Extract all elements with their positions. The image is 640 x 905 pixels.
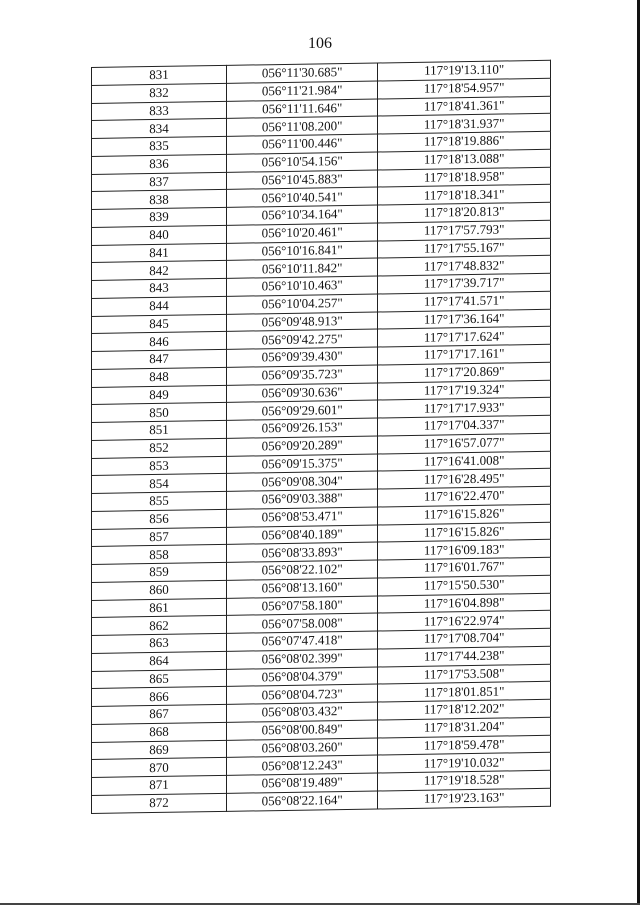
point-number-cell: 861 — [92, 598, 227, 618]
point-number-cell: 839 — [92, 207, 227, 227]
longitude-cell: 117°18'54.957" — [378, 78, 551, 98]
latitude-cell: 056°11'11.646" — [227, 98, 378, 118]
latitude-cell: 056°07'58.180" — [227, 595, 378, 615]
longitude-cell: 117°19'18.528" — [378, 770, 551, 790]
longitude-cell: 117°17'57.793" — [378, 220, 551, 240]
longitude-cell: 117°17'17.624" — [378, 327, 551, 347]
point-number-cell: 843 — [92, 278, 227, 298]
point-number-cell: 852 — [92, 438, 227, 458]
longitude-cell: 117°18'59.478" — [378, 735, 551, 755]
latitude-cell: 056°10'45.883" — [227, 169, 378, 189]
latitude-cell: 056°08'03.432" — [227, 702, 378, 722]
latitude-cell: 056°08'00.849" — [227, 720, 378, 740]
longitude-cell: 117°18'41.361" — [378, 96, 551, 116]
point-number-cell: 870 — [92, 758, 227, 778]
point-number-cell: 848 — [92, 367, 227, 387]
latitude-cell: 056°08'04.723" — [227, 684, 378, 704]
latitude-cell: 056°09'03.388" — [227, 489, 378, 509]
point-number-cell: 844 — [92, 296, 227, 316]
coordinates-table — [91, 60, 551, 814]
longitude-cell: 117°16'01.767" — [378, 557, 551, 577]
point-number-cell: 858 — [92, 545, 227, 565]
latitude-cell: 056°08'12.243" — [227, 755, 378, 775]
longitude-cell: 117°16'22.974" — [378, 611, 551, 631]
longitude-cell: 117°17'55.167" — [378, 238, 551, 258]
point-number-cell: 865 — [92, 669, 227, 689]
point-number-cell: 869 — [92, 740, 227, 760]
point-number-cell: 853 — [92, 456, 227, 476]
latitude-cell: 056°10'10.463" — [227, 276, 378, 296]
latitude-cell: 056°10'34.164" — [227, 205, 378, 225]
latitude-cell: 056°08'13.160" — [227, 578, 378, 598]
longitude-cell: 117°18'19.886" — [378, 131, 551, 151]
point-number-cell: 831 — [92, 65, 227, 85]
coordinates-table-body — [92, 60, 551, 813]
point-number-cell: 846 — [92, 332, 227, 352]
longitude-cell: 117°15'50.530" — [378, 575, 551, 595]
latitude-cell: 056°08'19.489" — [227, 773, 378, 793]
point-number-cell: 855 — [92, 491, 227, 511]
latitude-cell: 056°08'40.189" — [227, 524, 378, 544]
point-number-cell: 845 — [92, 314, 227, 334]
latitude-cell: 056°09'48.913" — [227, 311, 378, 331]
latitude-cell: 056°10'04.257" — [227, 294, 378, 314]
point-number-cell: 864 — [92, 651, 227, 671]
point-number-cell: 868 — [92, 722, 227, 742]
point-number-cell: 872 — [92, 793, 227, 813]
point-number-cell: 851 — [92, 420, 227, 440]
longitude-cell: 117°17'19.324" — [378, 380, 551, 400]
latitude-cell: 056°07'58.008" — [227, 613, 378, 633]
latitude-cell: 056°09'20.289" — [227, 436, 378, 456]
longitude-cell: 117°19'13.110" — [378, 60, 551, 80]
longitude-cell: 117°16'15.826" — [378, 504, 551, 524]
latitude-cell: 056°09'30.636" — [227, 382, 378, 402]
point-number-cell: 840 — [92, 225, 227, 245]
longitude-cell: 117°17'48.832" — [378, 256, 551, 276]
longitude-cell: 117°18'12.202" — [378, 699, 551, 719]
longitude-cell: 117°17'17.161" — [378, 344, 551, 364]
longitude-cell: 117°16'09.183" — [378, 540, 551, 560]
longitude-cell: 117°16'15.826" — [378, 522, 551, 542]
page-number: 106 — [308, 35, 332, 52]
point-number-cell: 860 — [92, 580, 227, 600]
latitude-cell: 056°08'04.379" — [227, 666, 378, 686]
latitude-cell: 056°11'21.984" — [227, 81, 378, 101]
latitude-cell: 056°10'40.541" — [227, 187, 378, 207]
longitude-cell: 117°17'36.164" — [378, 309, 551, 329]
latitude-cell: 056°11'00.446" — [227, 134, 378, 154]
latitude-cell: 056°09'35.723" — [227, 365, 378, 385]
point-number-cell: 836 — [92, 154, 227, 174]
latitude-cell: 056°09'15.375" — [227, 453, 378, 473]
latitude-cell: 056°07'47.418" — [227, 631, 378, 651]
latitude-cell: 056°11'30.685" — [227, 63, 378, 83]
longitude-cell: 117°18'01.851" — [378, 682, 551, 702]
latitude-cell: 056°08'53.471" — [227, 507, 378, 527]
longitude-cell: 117°17'20.869" — [378, 362, 551, 382]
longitude-cell: 117°18'31.937" — [378, 114, 551, 134]
point-number-cell: 838 — [92, 190, 227, 210]
longitude-cell: 117°17'04.337" — [378, 415, 551, 435]
latitude-cell: 056°08'03.260" — [227, 737, 378, 757]
latitude-cell: 056°10'16.841" — [227, 240, 378, 260]
point-number-cell: 859 — [92, 562, 227, 582]
point-number-cell: 847 — [92, 349, 227, 369]
latitude-cell: 056°08'33.893" — [227, 542, 378, 562]
latitude-cell: 056°09'42.275" — [227, 329, 378, 349]
latitude-cell: 056°11'08.200" — [227, 116, 378, 136]
point-number-cell: 850 — [92, 403, 227, 423]
latitude-cell: 056°08'22.102" — [227, 560, 378, 580]
longitude-cell: 117°16'28.495" — [378, 469, 551, 489]
point-number-cell: 833 — [92, 101, 227, 121]
longitude-cell: 117°17'53.508" — [378, 664, 551, 684]
longitude-cell: 117°17'39.717" — [378, 273, 551, 293]
point-number-cell: 834 — [92, 119, 227, 139]
point-number-cell: 832 — [92, 83, 227, 103]
point-number-cell: 837 — [92, 172, 227, 192]
point-number-cell: 854 — [92, 474, 227, 494]
longitude-cell: 117°17'08.704" — [378, 628, 551, 648]
point-number-cell: 842 — [92, 261, 227, 281]
point-number-cell: 841 — [92, 243, 227, 263]
longitude-cell: 117°18'13.088" — [378, 149, 551, 169]
latitude-cell: 056°09'39.430" — [227, 347, 378, 367]
point-number-cell: 871 — [92, 775, 227, 795]
latitude-cell: 056°08'22.164" — [227, 791, 378, 811]
point-number-cell: 862 — [92, 616, 227, 636]
longitude-cell: 117°16'22.470" — [378, 486, 551, 506]
point-number-cell: 863 — [92, 633, 227, 653]
longitude-cell: 117°18'20.813" — [378, 202, 551, 222]
latitude-cell: 056°09'26.153" — [227, 418, 378, 438]
longitude-cell: 117°19'10.032" — [378, 753, 551, 773]
point-number-cell: 857 — [92, 527, 227, 547]
longitude-cell: 117°17'17.933" — [378, 398, 551, 418]
longitude-cell: 117°16'41.008" — [378, 451, 551, 471]
latitude-cell: 056°10'20.461" — [227, 223, 378, 243]
latitude-cell: 056°10'11.842" — [227, 258, 378, 278]
longitude-cell: 117°17'44.238" — [378, 646, 551, 666]
longitude-cell: 117°19'23.163" — [378, 788, 551, 808]
latitude-cell: 056°10'54.156" — [227, 152, 378, 172]
point-number-cell: 856 — [92, 509, 227, 529]
latitude-cell: 056°08'02.399" — [227, 649, 378, 669]
longitude-cell: 117°18'31.204" — [378, 717, 551, 737]
longitude-cell: 117°18'18.341" — [378, 185, 551, 205]
point-number-cell: 835 — [92, 136, 227, 156]
latitude-cell: 056°09'08.304" — [227, 471, 378, 491]
point-number-cell: 849 — [92, 385, 227, 405]
point-number-cell: 866 — [92, 687, 227, 707]
point-number-cell: 867 — [92, 704, 227, 724]
longitude-cell: 117°16'57.077" — [378, 433, 551, 453]
longitude-cell: 117°16'04.898" — [378, 593, 551, 613]
latitude-cell: 056°09'29.601" — [227, 400, 378, 420]
longitude-cell: 117°18'18.958" — [378, 167, 551, 187]
longitude-cell: 117°17'41.571" — [378, 291, 551, 311]
